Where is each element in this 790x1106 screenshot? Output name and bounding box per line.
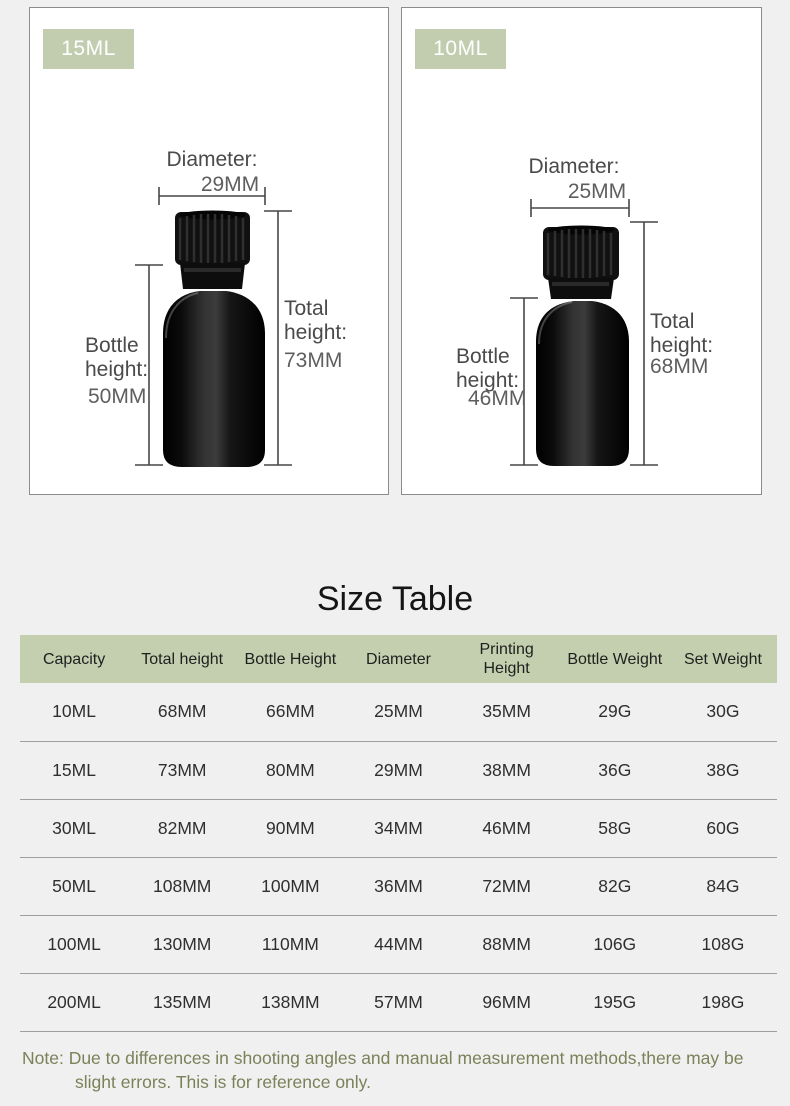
- cell: 30ML: [20, 799, 128, 857]
- cell: 80MM: [236, 741, 344, 799]
- cell: 130MM: [128, 915, 236, 973]
- cell: 34MM: [344, 799, 452, 857]
- cell: 84G: [669, 857, 777, 915]
- cell: 44MM: [344, 915, 452, 973]
- cell: 35MM: [453, 683, 561, 741]
- capacity-badge-10ml: 10ML: [415, 29, 506, 69]
- cell: 108G: [669, 915, 777, 973]
- cell: 100ML: [20, 915, 128, 973]
- cell: 38G: [669, 741, 777, 799]
- diameter-value: 29MM: [200, 173, 260, 196]
- cell: 57MM: [344, 973, 452, 1031]
- cell: 110MM: [236, 915, 344, 973]
- header-row: [20, 635, 777, 683]
- bottle-collar: [180, 263, 245, 289]
- bottle-height-label: Bottle height:: [85, 334, 149, 381]
- table-row: [20, 683, 777, 741]
- size-table: [20, 635, 777, 1032]
- cell: 200ML: [20, 973, 128, 1031]
- cell: 68MM: [128, 683, 236, 741]
- col-capacity: Capacity: [20, 635, 128, 683]
- total-height-label: Total height:: [650, 310, 714, 357]
- cell: 46MM: [453, 799, 561, 857]
- table-row: [20, 799, 777, 857]
- reference-note: Note: Due to differences in shooting angles and manual measurement methods,there may be slight errors. This is for reference only.: [22, 1048, 744, 1092]
- cell: 58G: [561, 799, 669, 857]
- diameter-label: Diameter:: [528, 155, 620, 178]
- cell: 29G: [561, 683, 669, 741]
- cell: 100MM: [236, 857, 344, 915]
- table-row: [20, 857, 777, 915]
- diameter-label: Diameter:: [166, 148, 258, 171]
- table-row: [20, 973, 777, 1031]
- cell: 36G: [561, 741, 669, 799]
- total-height-label: Total height:: [284, 297, 348, 344]
- cell: 10ML: [20, 683, 128, 741]
- bottle-height-label: Bottle height:: [456, 345, 520, 392]
- total-height-value: 68MM: [650, 355, 709, 378]
- size-table-title: Size Table: [316, 580, 474, 618]
- cell: 90MM: [236, 799, 344, 857]
- cell: 88MM: [453, 915, 561, 973]
- diameter-value: 25MM: [567, 180, 627, 203]
- cell: 72MM: [453, 857, 561, 915]
- cell: 108MM: [128, 857, 236, 915]
- cell: 96MM: [453, 973, 561, 1031]
- col-total-height: Total height: [128, 635, 236, 683]
- cell: 198G: [669, 973, 777, 1031]
- cell: 36MM: [344, 857, 452, 915]
- cell: 73MM: [128, 741, 236, 799]
- panel-10ml: [401, 7, 762, 495]
- bottle-cap: [543, 226, 619, 281]
- total-height-value: 73MM: [284, 349, 343, 372]
- bottle-body: [163, 291, 265, 467]
- capacity-badge-15ml: 15ML: [43, 29, 134, 69]
- cell: 138MM: [236, 973, 344, 1031]
- col-diameter: Diameter: [344, 635, 452, 683]
- cell: 195G: [561, 973, 669, 1031]
- bottle-cap: [175, 211, 250, 266]
- bottle-illustration-15ml: [30, 8, 388, 494]
- cell: 50ML: [20, 857, 128, 915]
- cell: 135MM: [128, 973, 236, 1031]
- col-bottle-height: Bottle Height: [236, 635, 344, 683]
- col-printing-height: Printing Height: [453, 635, 561, 683]
- cell: 66MM: [236, 683, 344, 741]
- panel-15ml: [29, 7, 389, 495]
- cell: 106G: [561, 915, 669, 973]
- bottle-illustration-10ml: [402, 8, 761, 494]
- cell: 29MM: [344, 741, 452, 799]
- bottle-height-value: 50MM: [88, 385, 147, 408]
- cell: 30G: [669, 683, 777, 741]
- size-table-header: [20, 635, 777, 683]
- bottle-collar: [548, 278, 614, 299]
- cell: 15ML: [20, 741, 128, 799]
- cell: 38MM: [453, 741, 561, 799]
- table-row: [20, 741, 777, 799]
- cell: 25MM: [344, 683, 452, 741]
- cell: 82MM: [128, 799, 236, 857]
- col-bottle-weight: Bottle Weight: [561, 635, 669, 683]
- cell: 82G: [561, 857, 669, 915]
- cell: 60G: [669, 799, 777, 857]
- table-row: [20, 915, 777, 973]
- bottle-body: [536, 301, 629, 466]
- col-set-weight: Set Weight: [669, 635, 777, 683]
- bottle-height-value: 46MM: [468, 387, 527, 410]
